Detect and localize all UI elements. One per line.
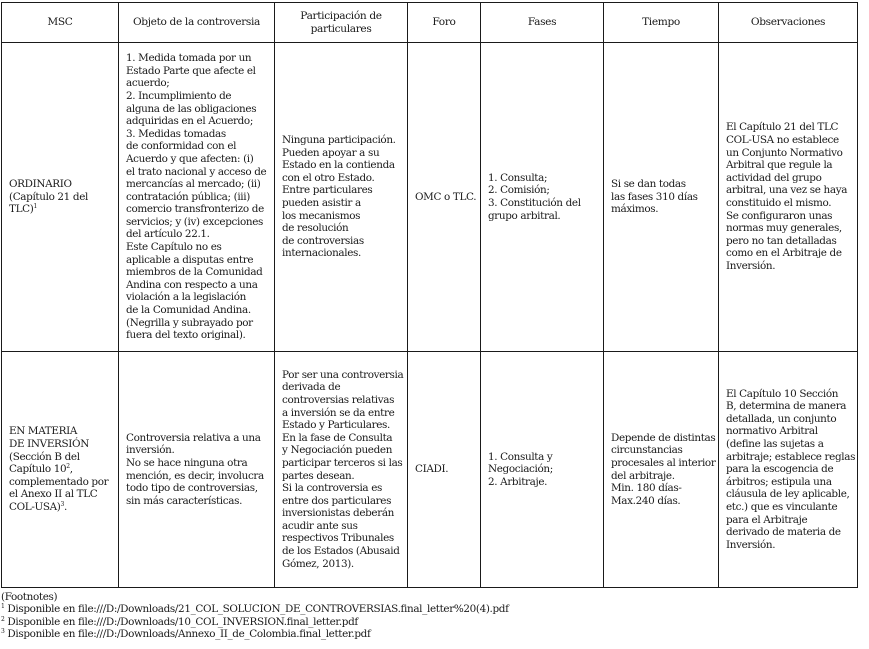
header-row bbox=[2, 3, 858, 43]
text-line: controversias relativas bbox=[282, 393, 395, 406]
footnote-link[interactable]: Disponible en file:///D:/Downloads/10_COL_INVERSION.final_letter.pdf bbox=[4, 615, 358, 628]
text-line: máximos. bbox=[611, 203, 659, 216]
header-tiempo: Tiempo bbox=[604, 3, 719, 43]
header-objeto: Objeto de la controversia bbox=[119, 3, 275, 43]
text-line: 3. Constitución del bbox=[488, 197, 581, 209]
msc-comparison-table bbox=[1, 2, 858, 588]
text-line: arbitral, una vez se haya bbox=[726, 184, 848, 197]
text-line: el Anexo II al TLC bbox=[9, 488, 98, 501]
text-line: violación a la legislación bbox=[126, 291, 246, 304]
text-line: COL-USA no establece bbox=[726, 134, 839, 147]
footnote-item bbox=[1, 628, 509, 640]
text-line: Andina con respecto a una bbox=[126, 278, 258, 291]
text-line: No se hace ninguna otra bbox=[126, 456, 248, 469]
text-line: Negociación; bbox=[488, 463, 553, 476]
text-line: para el Arbitraje bbox=[726, 513, 808, 526]
text-line: El Capítulo 10 Sección bbox=[726, 387, 839, 400]
text-line: el trato nacional y acceso de bbox=[126, 165, 267, 178]
text-line: EN MATERIA bbox=[9, 425, 78, 438]
text-line: Min. 180 días- bbox=[611, 482, 682, 495]
text-line: B, determina de manera bbox=[726, 400, 847, 413]
cell-fases bbox=[481, 43, 604, 352]
text-line: comercio transfronterizo de bbox=[126, 203, 264, 216]
footnote-mark: 1 bbox=[1, 603, 5, 611]
cell-objeto bbox=[119, 43, 275, 352]
text-line: las fases 310 días bbox=[611, 190, 698, 203]
text-line: 2. Comisión; bbox=[488, 184, 550, 197]
text-line: Gómez, 2013). bbox=[282, 557, 354, 570]
text-line: a inversión se da entre bbox=[282, 406, 395, 419]
text-line: Si la controversia es bbox=[282, 482, 383, 495]
text-line: 1. Consulta; bbox=[488, 171, 548, 184]
footnote-link[interactable]: Disponible en file:///D:/Downloads/21_COL_SOLUCION_DE_CONTROVERSIAS.final_letter%20(4).pdf bbox=[4, 603, 509, 616]
text-line: Por ser una controversia bbox=[282, 368, 404, 381]
text-line: internacionales. bbox=[282, 247, 361, 260]
text-line: inversión. bbox=[126, 444, 175, 457]
text-line: del artículo 22.1. bbox=[126, 228, 210, 241]
text-line: 3. Medidas tomadas bbox=[126, 127, 226, 140]
text-line: pero no tan detalladas bbox=[726, 234, 837, 247]
cell-tiempo bbox=[604, 352, 719, 588]
table-row bbox=[2, 43, 858, 352]
cell-objeto bbox=[119, 352, 275, 588]
text-line: Este Capítulo no es bbox=[126, 241, 222, 254]
cell-foro bbox=[408, 352, 481, 588]
text-line: mercancías al mercado; (ii) bbox=[126, 178, 261, 191]
text-line: de los Estados (Abusaid bbox=[282, 545, 400, 558]
text-line: (Sección B del bbox=[9, 450, 80, 463]
text-line: 1. Medida tomada por un bbox=[126, 52, 252, 65]
text-line: procesales al interior bbox=[611, 456, 716, 469]
text-line: mención, es decir, involucra bbox=[126, 469, 264, 482]
cell-msc bbox=[2, 43, 119, 352]
text-line: Acuerdo y que afecten: (i) bbox=[126, 152, 254, 165]
cell-msc bbox=[2, 352, 119, 588]
cell-participacion bbox=[275, 352, 408, 588]
text-line: 1. Consulta y bbox=[488, 450, 553, 463]
text-line: entre dos particulares bbox=[282, 494, 392, 507]
table-row bbox=[2, 352, 858, 588]
text-line: todo tipo de controversias, bbox=[126, 482, 258, 495]
text-line: acudir ante sus bbox=[282, 519, 358, 532]
text-line: fuera del texto original). bbox=[126, 329, 246, 342]
text-line: complementado por bbox=[9, 475, 109, 488]
text-line: contratación pública; (iii) bbox=[126, 190, 250, 203]
text-line: (define las sujetas a bbox=[726, 438, 824, 451]
text-line: (Negrilla y subrayado por bbox=[126, 316, 253, 329]
text-line: derivado de materia de bbox=[726, 526, 841, 539]
text-line: acuerdo; bbox=[126, 77, 170, 90]
text-line: adquiridas en el Acuerdo; bbox=[126, 115, 253, 128]
text-line: En la fase de Consulta bbox=[282, 431, 393, 444]
footnote-mark: 3 bbox=[1, 627, 5, 635]
text-line: actividad del grupo bbox=[726, 171, 822, 184]
text-line: miembros de la Comunidad bbox=[126, 266, 263, 279]
text-line: cláusula de ley aplicable, bbox=[726, 488, 850, 501]
text-line: circunstancias bbox=[611, 444, 683, 457]
text-line: DE INVERSIÓN bbox=[9, 438, 89, 451]
text-line: un Conjunto Normativo bbox=[726, 146, 843, 159]
footnote-ref[interactable]: 1 bbox=[33, 203, 37, 211]
text-line: Capítulo $10^2$, bbox=[9, 463, 73, 476]
header-fases: Fases bbox=[481, 3, 604, 43]
text-line: partes desean. bbox=[282, 469, 355, 482]
footnote-link[interactable]: Disponible en file:///D:/Downloads/Annexo_II_de_Colombia.final_letter.pdf bbox=[4, 627, 371, 640]
text-line: detallada, un conjunto bbox=[726, 412, 837, 425]
text-line: con el otro Estado. bbox=[282, 171, 375, 184]
text-line: etc.) que es vinculante bbox=[726, 500, 838, 513]
text-line: como en el Arbitraje de bbox=[726, 247, 842, 260]
text-line: del arbitraje. bbox=[611, 469, 675, 482]
text-line: (Capítulo 21 del bbox=[9, 190, 88, 203]
text-line: Controversia relativa a una bbox=[126, 431, 261, 444]
footnote-item bbox=[1, 603, 509, 615]
text-line: TLC)$^1$ bbox=[9, 203, 37, 216]
text-line: OMC o TLC. bbox=[415, 190, 477, 203]
text-line: normativo Arbitral bbox=[726, 425, 818, 438]
text-line: Max.240 días. bbox=[611, 494, 681, 507]
text-line: Inversión. bbox=[726, 259, 776, 272]
text-line: COL-USA)$^3$. bbox=[9, 500, 67, 513]
text-line: 2. Incumplimiento de bbox=[126, 89, 232, 102]
text-line: Inversión. bbox=[726, 538, 776, 551]
footnotes-heading: (Footnotes) bbox=[1, 591, 58, 603]
cell-foro bbox=[408, 43, 481, 352]
cell-observaciones bbox=[719, 43, 858, 352]
text-line: Estado en la contienda bbox=[282, 159, 395, 172]
text-line: Depende de distintas bbox=[611, 431, 716, 444]
text-line: inversionistas deberán bbox=[282, 507, 395, 520]
text-line: derivada de bbox=[282, 381, 341, 394]
text-line: de controversias bbox=[282, 234, 364, 247]
text-line: Entre particulares bbox=[282, 184, 373, 197]
text-line: Si se dan todas bbox=[611, 178, 686, 191]
header-participacion: Participación de particulares bbox=[275, 3, 408, 43]
text-line: y Negociación pueden bbox=[282, 444, 393, 457]
text-line: ORDINARIO bbox=[9, 178, 72, 191]
text-line: de resolución bbox=[282, 222, 349, 235]
text-line: constituido el mismo. bbox=[726, 197, 832, 209]
text-line: respectivos Tribunales bbox=[282, 532, 394, 545]
text-line: Arbitral que regule la bbox=[726, 159, 833, 172]
footnote-item bbox=[1, 616, 509, 628]
cell-fases bbox=[481, 352, 604, 588]
text-line: participar terceros si las bbox=[282, 456, 403, 469]
text-line: normas muy generales, bbox=[726, 222, 842, 235]
cell-tiempo bbox=[604, 43, 719, 352]
text-line: Pueden apoyar a su bbox=[282, 146, 380, 159]
text-line: grupo arbitral. bbox=[488, 209, 561, 222]
text-line: de conformidad con el bbox=[126, 140, 237, 153]
header-msc: MSC bbox=[2, 3, 119, 43]
text-line: Ninguna participación. bbox=[282, 134, 396, 147]
footnote-ref[interactable]: 3 bbox=[60, 500, 64, 508]
header-observaciones: Observaciones bbox=[719, 3, 858, 43]
text-line: los mecanismos bbox=[282, 209, 361, 222]
footnotes bbox=[1, 591, 509, 640]
text-line: El Capítulo 21 del TLC bbox=[726, 121, 839, 134]
text-line: pueden asistir a bbox=[282, 197, 361, 209]
text-line: servicios; y (iv) excepciones bbox=[126, 215, 264, 228]
text-line: árbitros; estipula una bbox=[726, 475, 832, 488]
text-line: alguna de las obligaciones bbox=[126, 102, 257, 115]
text-line: de la Comunidad Andina. bbox=[126, 304, 251, 317]
footnote-ref[interactable]: 2 bbox=[66, 463, 70, 471]
text-line: arbitraje; establece reglas bbox=[726, 450, 856, 463]
footnote-mark: 2 bbox=[1, 615, 5, 623]
text-line: Estado Parte que afecte el bbox=[126, 64, 256, 77]
text-line: Estado y Particulares. bbox=[282, 419, 390, 432]
header-foro: Foro bbox=[408, 3, 481, 43]
text-line: aplicable a disputas entre bbox=[126, 253, 254, 266]
text-line: Se configuraron unas bbox=[726, 209, 833, 222]
cell-observaciones bbox=[719, 352, 858, 588]
text-line: CIADI. bbox=[415, 463, 449, 476]
text-line: 2. Arbitraje. bbox=[488, 475, 548, 488]
cell-participacion bbox=[275, 43, 408, 352]
text-line: para la escogencia de bbox=[726, 463, 834, 476]
text-line: sin más características. bbox=[126, 494, 243, 507]
